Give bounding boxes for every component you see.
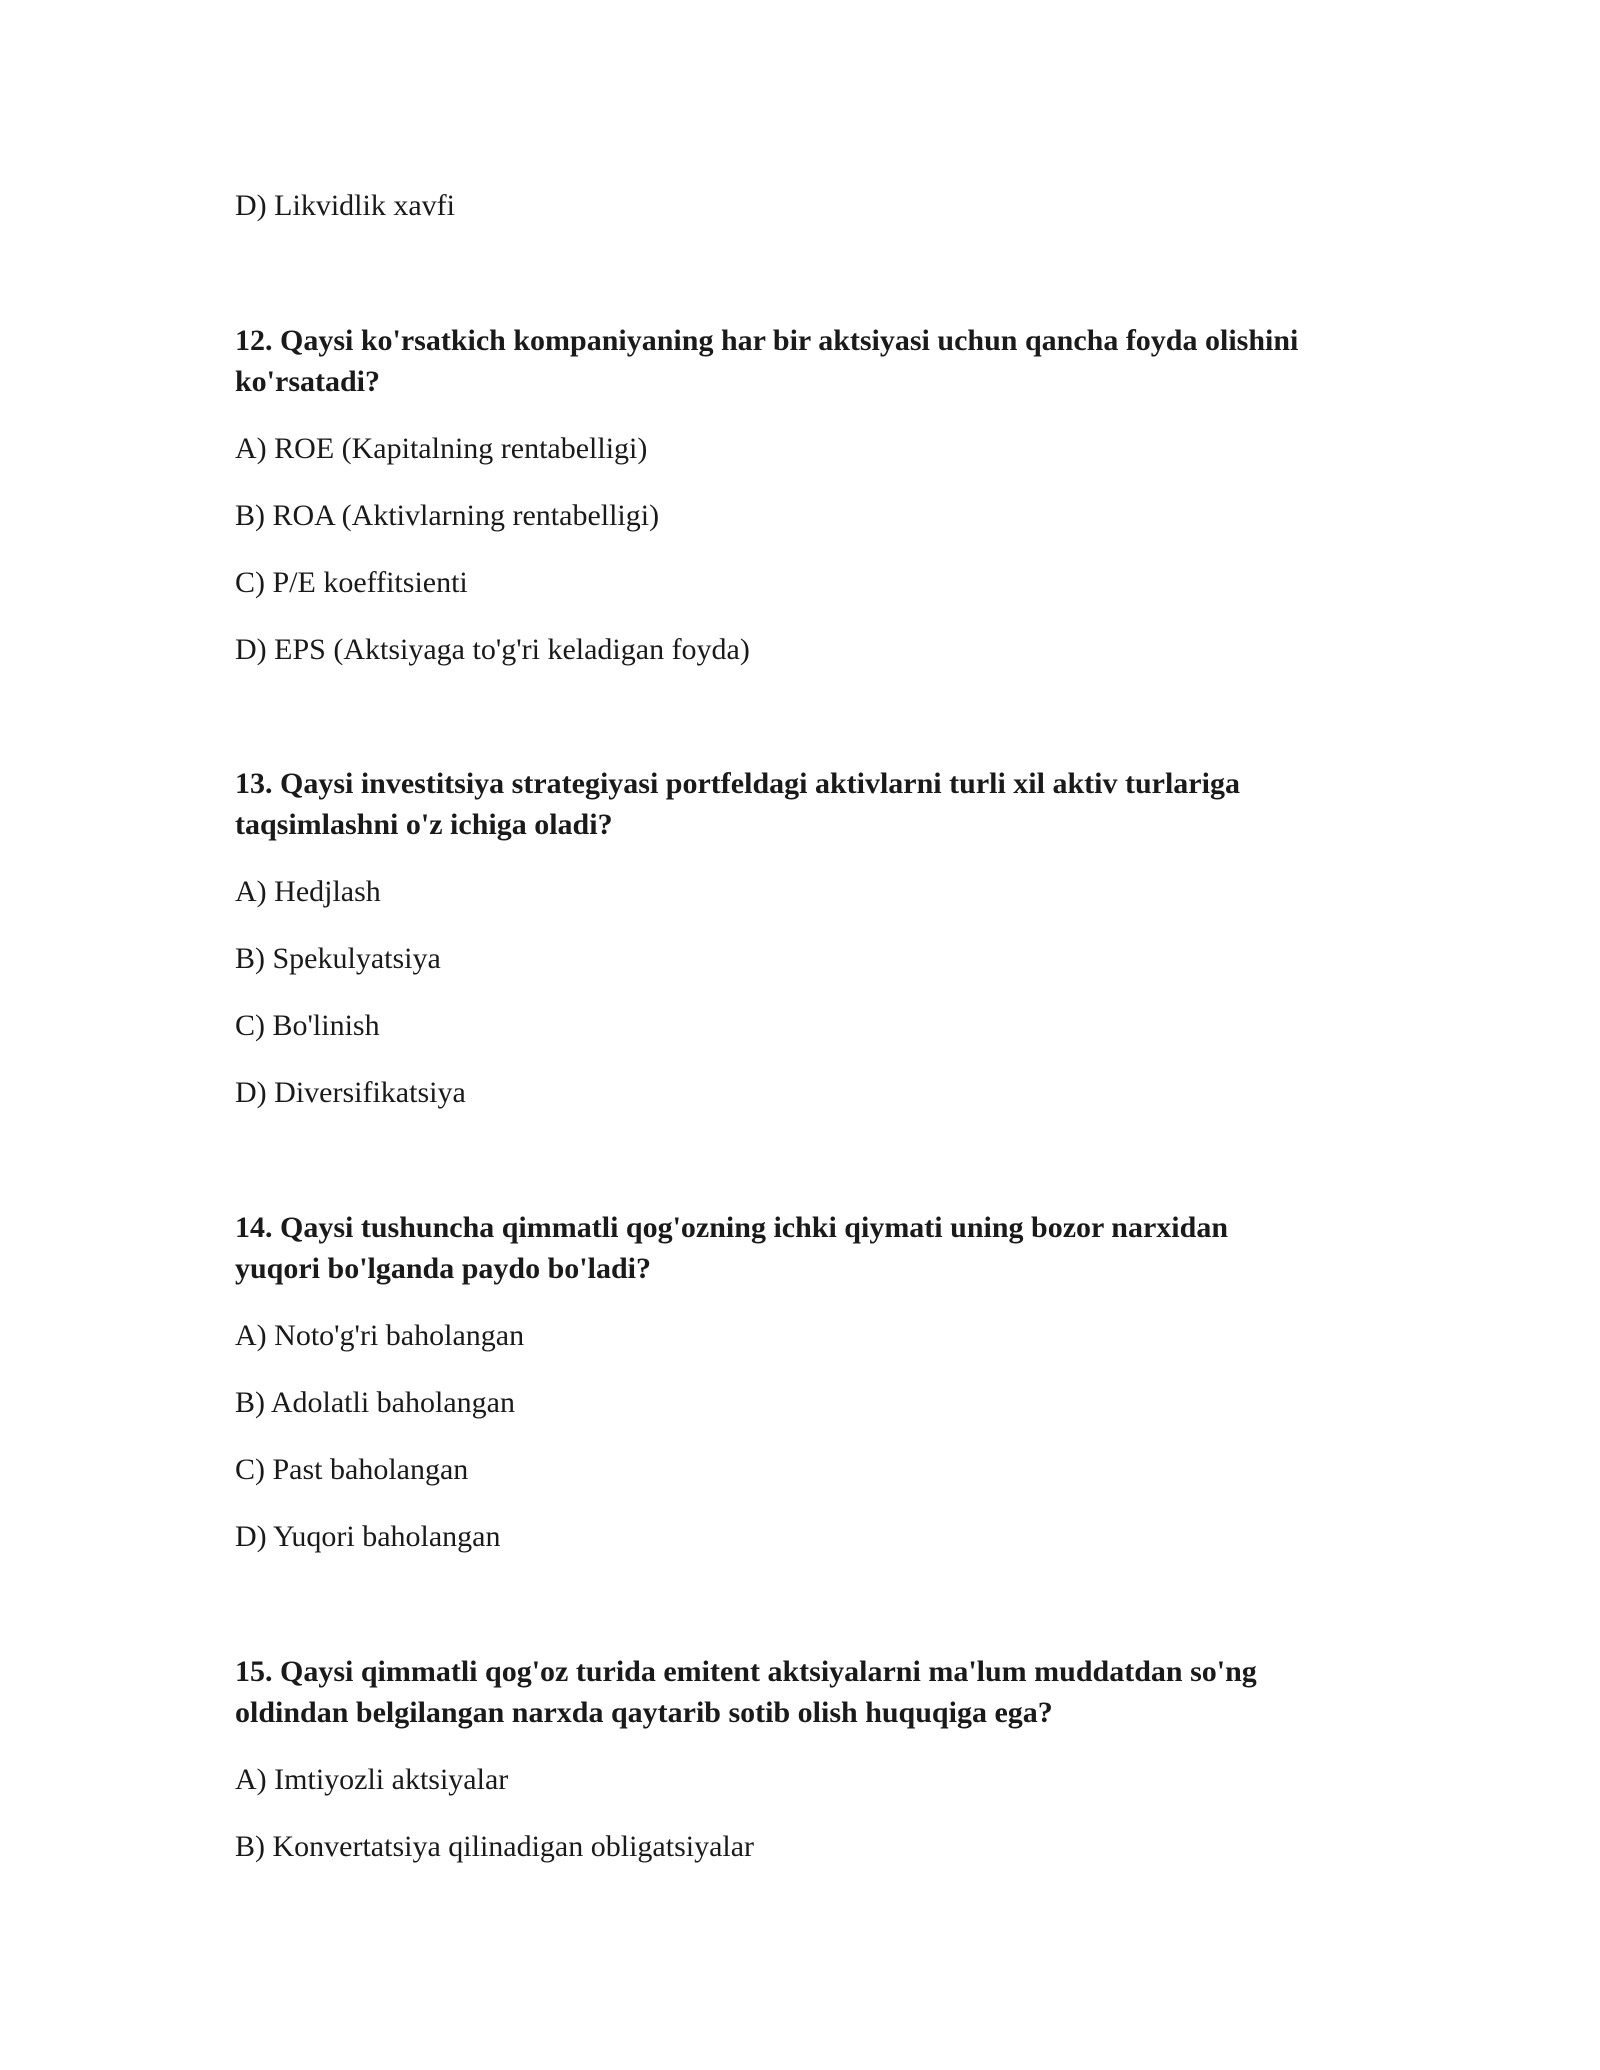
question-12-option-c: C) P/E koeffitsienti [235, 566, 468, 599]
question-13-option-b: B) Spekulyatsiya [235, 942, 441, 975]
question-15-option-b: B) Konvertatsiya qilinadigan obligatsiyalar [235, 1830, 755, 1863]
question-13-title-line-1: 13. Qaysi investitsiya strategiyasi portfeldagi aktivlarni turli xil aktiv turlariga [235, 767, 1240, 800]
carryover-option-d: D) Likvidlik xavfi [235, 189, 455, 222]
question-12-title-line-2: ko'rsatadi? [235, 365, 381, 398]
question-12-option-a: A) ROE (Kapitalning rentabelligi) [235, 432, 648, 465]
question-12-title-line-1: 12. Qaysi ko'rsatkich kompaniyaning har bir aktsiyasi uchun qancha foyda olishini [235, 324, 1299, 357]
question-13-option-d: D) Diversifikatsiya [235, 1076, 466, 1109]
question-14-option-a: A) Noto'g'ri baholangan [235, 1319, 525, 1352]
question-12-option-b: B) ROA (Aktivlarning rentabelligi) [235, 499, 660, 532]
question-13-title-line-2: taqsimlashni o'z ichiga oladi? [235, 808, 613, 841]
question-12-option-d: D) EPS (Aktsiyaga to'g'ri keladigan foyda) [235, 633, 750, 666]
question-13-option-c: C) Bo'linish [235, 1009, 380, 1042]
question-14-option-d: D) Yuqori baholangan [235, 1520, 501, 1553]
question-15-option-a: A) Imtiyozli aktsiyalar [235, 1763, 509, 1796]
question-14-option-b: B) Adolatli baholangan [235, 1386, 515, 1419]
question-14-title-line-1: 14. Qaysi tushuncha qimmatli qog'ozning ichki qiymati uning bozor narxidan [235, 1211, 1229, 1244]
question-14-title-line-2: yuqori bo'lganda paydo bo'ladi? [235, 1252, 651, 1285]
question-15-title-line-1: 15. Qaysi qimmatli qog'oz turida emitent aktsiyalarni ma'lum muddatdan so'ng [235, 1655, 1257, 1688]
question-13-option-a: A) Hedjlash [235, 875, 381, 908]
question-14-option-c: C) Past baholangan [235, 1453, 469, 1486]
question-15-title-line-2: oldindan belgilangan narxda qaytarib sotib olish huquqiga ega? [235, 1696, 1053, 1729]
